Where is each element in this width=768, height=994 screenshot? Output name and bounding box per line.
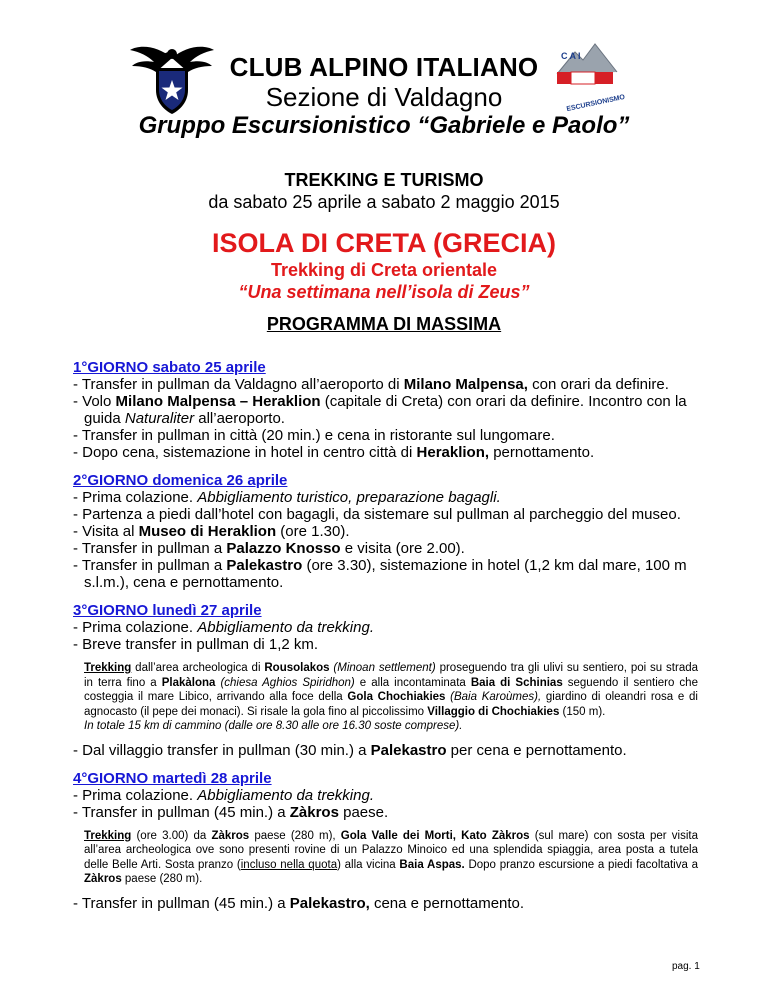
event-motto: “Una settimana nell’isola di Zeus” bbox=[238, 282, 530, 302]
day-4-title: 4°GIORNO martedì 28 aprile bbox=[73, 769, 272, 787]
day-4-line-1: - Prima colazione. Abbigliamento da trekking. bbox=[73, 786, 374, 804]
org-name: CLUB ALPINO ITALIANO bbox=[229, 52, 539, 82]
event-dates: da sabato 25 aprile a sabato 2 maggio 2015 bbox=[208, 192, 560, 212]
day-3-total: In totale 15 km di cammino (dalle ore 8.30 alle ore 16.30 soste comprese). bbox=[84, 720, 463, 732]
event-type: TREKKING E TURISMO bbox=[284, 170, 484, 190]
day-3-line-2: - Breve transfer in pullman di 1,2 km. bbox=[73, 636, 319, 653]
page-number: pag. 1 bbox=[672, 961, 700, 972]
day-2-line-2: - Partenza a piedi dall’hotel con bagagli, da sistemare sul pullman al parcheggio del museo. bbox=[73, 506, 681, 523]
program-title: PROGRAMMA DI MASSIMA bbox=[266, 314, 502, 334]
day-4 bbox=[73, 770, 698, 912]
section-name: Sezione di Valdagno bbox=[265, 82, 503, 112]
day-2 bbox=[73, 472, 698, 591]
day-1 bbox=[73, 359, 698, 461]
day-3-trekking-description: Trekking dall’area archeologica di Rousolakos (Minoan settlement) proseguendo tra gli ulivi su sentiero, poi su strada in terra fino a Plakàlona (chiesa Aghios Spiridhon) e alla incontaminata Baia di Schinias seguendo il sentiero che costeggia il mare Libico, arrivando alla foce della Gola Chochiakies (Baia Karoùmes), giardino di oleandri rosa e di agnocasto (il pepe dei monaci). Si risale la gola fino al piccolissimo Villaggio di Chochiakies (150 m). In totale 15 km di cammino (dalle ore 8.30 alle ore 16.30 soste comprese). bbox=[84, 662, 699, 732]
event-title: ISOLA DI CRETA (GRECIA) bbox=[212, 228, 556, 258]
day-2-line-3: - Visita al Museo di Heraklion (ore 1.30). bbox=[73, 523, 350, 540]
program-content bbox=[73, 359, 698, 923]
day-1-title: 1°GIORNO sabato 25 aprile bbox=[73, 359, 266, 376]
logo-right-escursionismo-text: ESCURSIONISMO bbox=[565, 93, 626, 114]
day-3-line-1: - Prima colazione. Abbigliamento da trekking. bbox=[73, 619, 374, 636]
day-3 bbox=[73, 602, 698, 759]
day-3-title: 3°GIORNO lunedì 27 aprile bbox=[73, 602, 262, 619]
day-2-line-1: - Prima colazione. Abbigliamento turistico, preparazione bagagli. bbox=[73, 489, 501, 506]
day-2-line-5: - Transfer in pullman a Palekastro (ore 3.30), sistemazione in hotel (1,2 km dal mare, 100 m s.l.m.), cena e pernottamento. bbox=[73, 557, 687, 591]
day-4-line-3: - Transfer in pullman (45 min.) a Palekastro, cena e pernottamento. bbox=[73, 894, 525, 912]
day-4-trekking-description: Trekking (ore 3.00) da Zàkros paese (280 m), Gola Valle dei Morti, Kato Zàkros (sul mare) con sosta per visita all’area archeologica ove sono presenti rovine di un Palazzo Minoico ed una splendida spiaggia, area posta a tutela delle Belle Arti. Sosta pranzo (incluso nella quota) alla vicina Baia Aspas. Dopo pranzo escursione a piedi facoltativa a Zàkros paese (280 m). bbox=[84, 829, 698, 885]
logo-right-cai-text: CAI bbox=[561, 51, 583, 61]
day-4-line-2: - Transfer in pullman (45 min.) a Zàkros paese. bbox=[73, 803, 389, 821]
day-2-title: 2°GIORNO domenica 26 aprile bbox=[73, 472, 288, 489]
day-1-line-1: - Transfer in pullman da Valdagno all’aeroporto di Milano Malpensa, con orari da definire. bbox=[73, 376, 669, 393]
day-1-line-3: - Transfer in pullman in città (20 min.) e cena in ristorante sul lungomare. bbox=[73, 427, 555, 444]
day-2-line-4: - Transfer in pullman a Palazzo Knosso e visita (ore 2.00). bbox=[73, 540, 465, 557]
group-name: Gruppo Escursionistico “Gabriele e Paolo” bbox=[138, 112, 630, 139]
day-3-line-3: - Dal villaggio transfer in pullman (30 min.) a Palekastro per cena e pernottamento. bbox=[73, 741, 627, 759]
event-subtitle: Trekking di Creta orientale bbox=[270, 260, 498, 280]
day-1-line-4: - Dopo cena, sistemazione in hotel in centro città di Heraklion, pernottamento. bbox=[73, 444, 595, 461]
day-1-line-2: - Volo Milano Malpensa – Heraklion (capitale di Creta) con orari da definire. Incontro con la guida Naturaliter all’aeroporto. bbox=[73, 393, 687, 427]
